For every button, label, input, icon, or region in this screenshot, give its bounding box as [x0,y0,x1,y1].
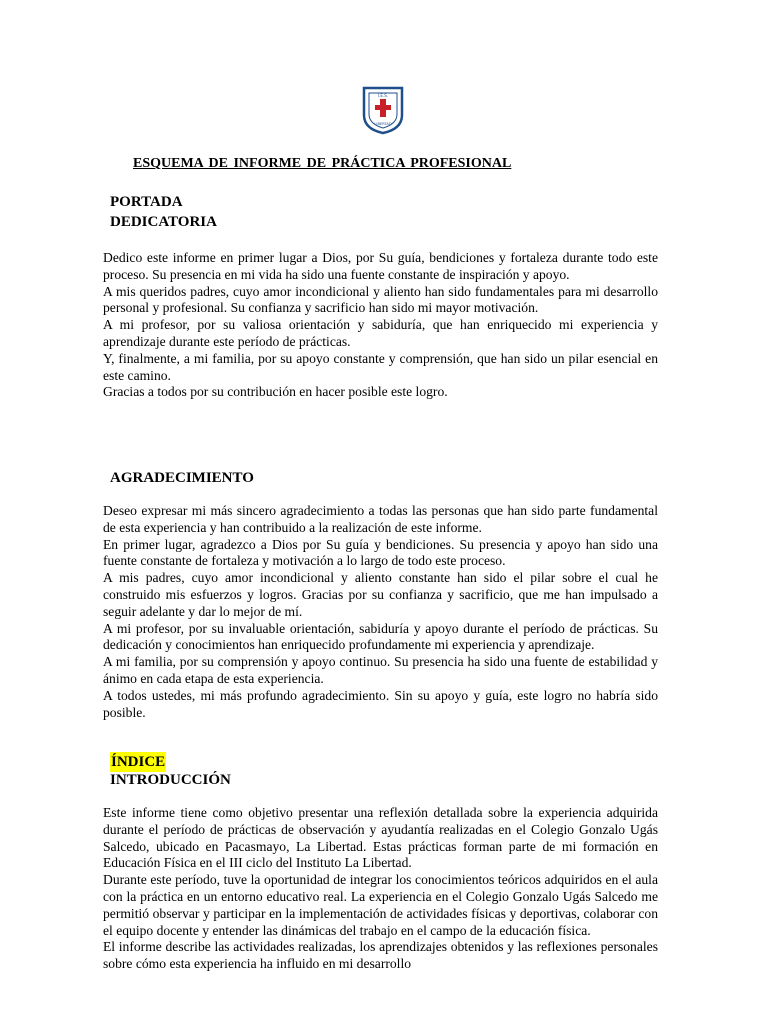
paragraph: Este informe tiene como objetivo presentar una reflexión detallada sobre la experiencia adquirida durante el período de prácticas de observación y ayudantía realizadas en el Colegio Gonzalo Ugás Salcedo, ubicado en Pacasmayo, La Libertad. Estas prácticas forman parte de mi formación en Educación Física en el III ciclo del Instituto La Libertad. [103,805,658,871]
logo-bottom-text: LIBERTAD [374,122,392,126]
institute-logo [361,85,405,135]
dedicatoria-body [103,250,658,401]
paragraph: A todos ustedes, mi más profundo agradecimiento. Sin su apoyo y guía, este logro no habría sido posible. [103,687,658,720]
document-title: ESQUEMA DE INFORME DE PRÁCTICA PROFESIONAL [133,156,512,171]
paragraph: Gracias a todos por su contribución en hacer posible este logro. [103,384,448,400]
shield-logo-icon [361,85,405,135]
paragraph: Y, finalmente, a mi familia, por su apoyo constante y comprensión, que han sido un pilar esencial en este camino. [103,350,658,383]
paragraph: A mis queridos padres, cuyo amor incondicional y aliento han sido fundamentales para mi desarrollo personal y profesional. Su confianza y sacrificio han sido mi mayor motivación. [103,283,658,316]
heading-agradecimiento: AGRADECIMIENTO [110,470,254,486]
heading-introduccion: INTRODUCCIÓN [110,772,231,788]
paragraph: Durante este período, tuve la oportunidad de integrar los conocimientos teóricos adquiridos en el aula con la práctica en un entorno educativo real. La experiencia en el Colegio Gonzalo Ugás Salcedo me permitió observar y participar en la implementación de actividades físicas y deportivas, colaborar con el equipo docente y entender las dinámicas del trabajo en el campo de la educación física. [103,872,658,938]
logo-top-text: I.E.S. [377,93,389,98]
heading-dedicatoria: DEDICATORIA [110,214,217,230]
paragraph: A mi profesor, por su invaluable orientación, sabiduría y apoyo durante el período de prácticas. Su dedicación y conocimientos han enriquecido profundamente mi experiencia y aprendizaje. [103,620,658,653]
agradecimiento-body [103,503,658,721]
introduccion-body [103,805,658,973]
paragraph: A mi profesor, por su valiosa orientación y sabiduría, que han enriquecido mi experiencia y aprendizaje durante este período de prácticas. [103,317,658,349]
paragraph: En primer lugar, agradezco a Dios por Su guía y bendiciones. Su presencia y apoyo han sido una fuente constante de fortaleza y motivación a lo largo de todo este proceso. [103,536,658,569]
paragraph: Dedico este informe en primer lugar a Dios, por Su guía, bendiciones y fortaleza durante todo este proceso. Su presencia en mi vida ha sido una fuente constante de inspiración y apoyo. [103,250,658,282]
paragraph: A mis padres, cuyo amor incondicional y aliento constante han sido el pilar sobre el cual he construido mis esfuerzos y logros. Gracias por su confianza y sacrificio, que me han impulsado a seguir adelante y dar lo mejor de mí. [103,570,658,619]
paragraph: Deseo expresar mi más sincero agradecimiento a todas las personas que han sido parte fundamental de esta experiencia y han contribuido a la realización de este informe. [103,503,658,535]
heading-portada: PORTADA [110,194,183,210]
paragraph: A mi familia, por su comprensión y apoyo continuo. Su presencia ha sido una fuente de estabilidad y ánimo en cada etapa de esta experiencia. [103,654,658,686]
paragraph: El informe describe las actividades realizadas, los aprendizajes obtenidos y las reflexiones personales sobre cómo esta experiencia ha influido en mi desarrollo [103,939,658,972]
heading-indice: ÍNDICE [111,754,166,770]
